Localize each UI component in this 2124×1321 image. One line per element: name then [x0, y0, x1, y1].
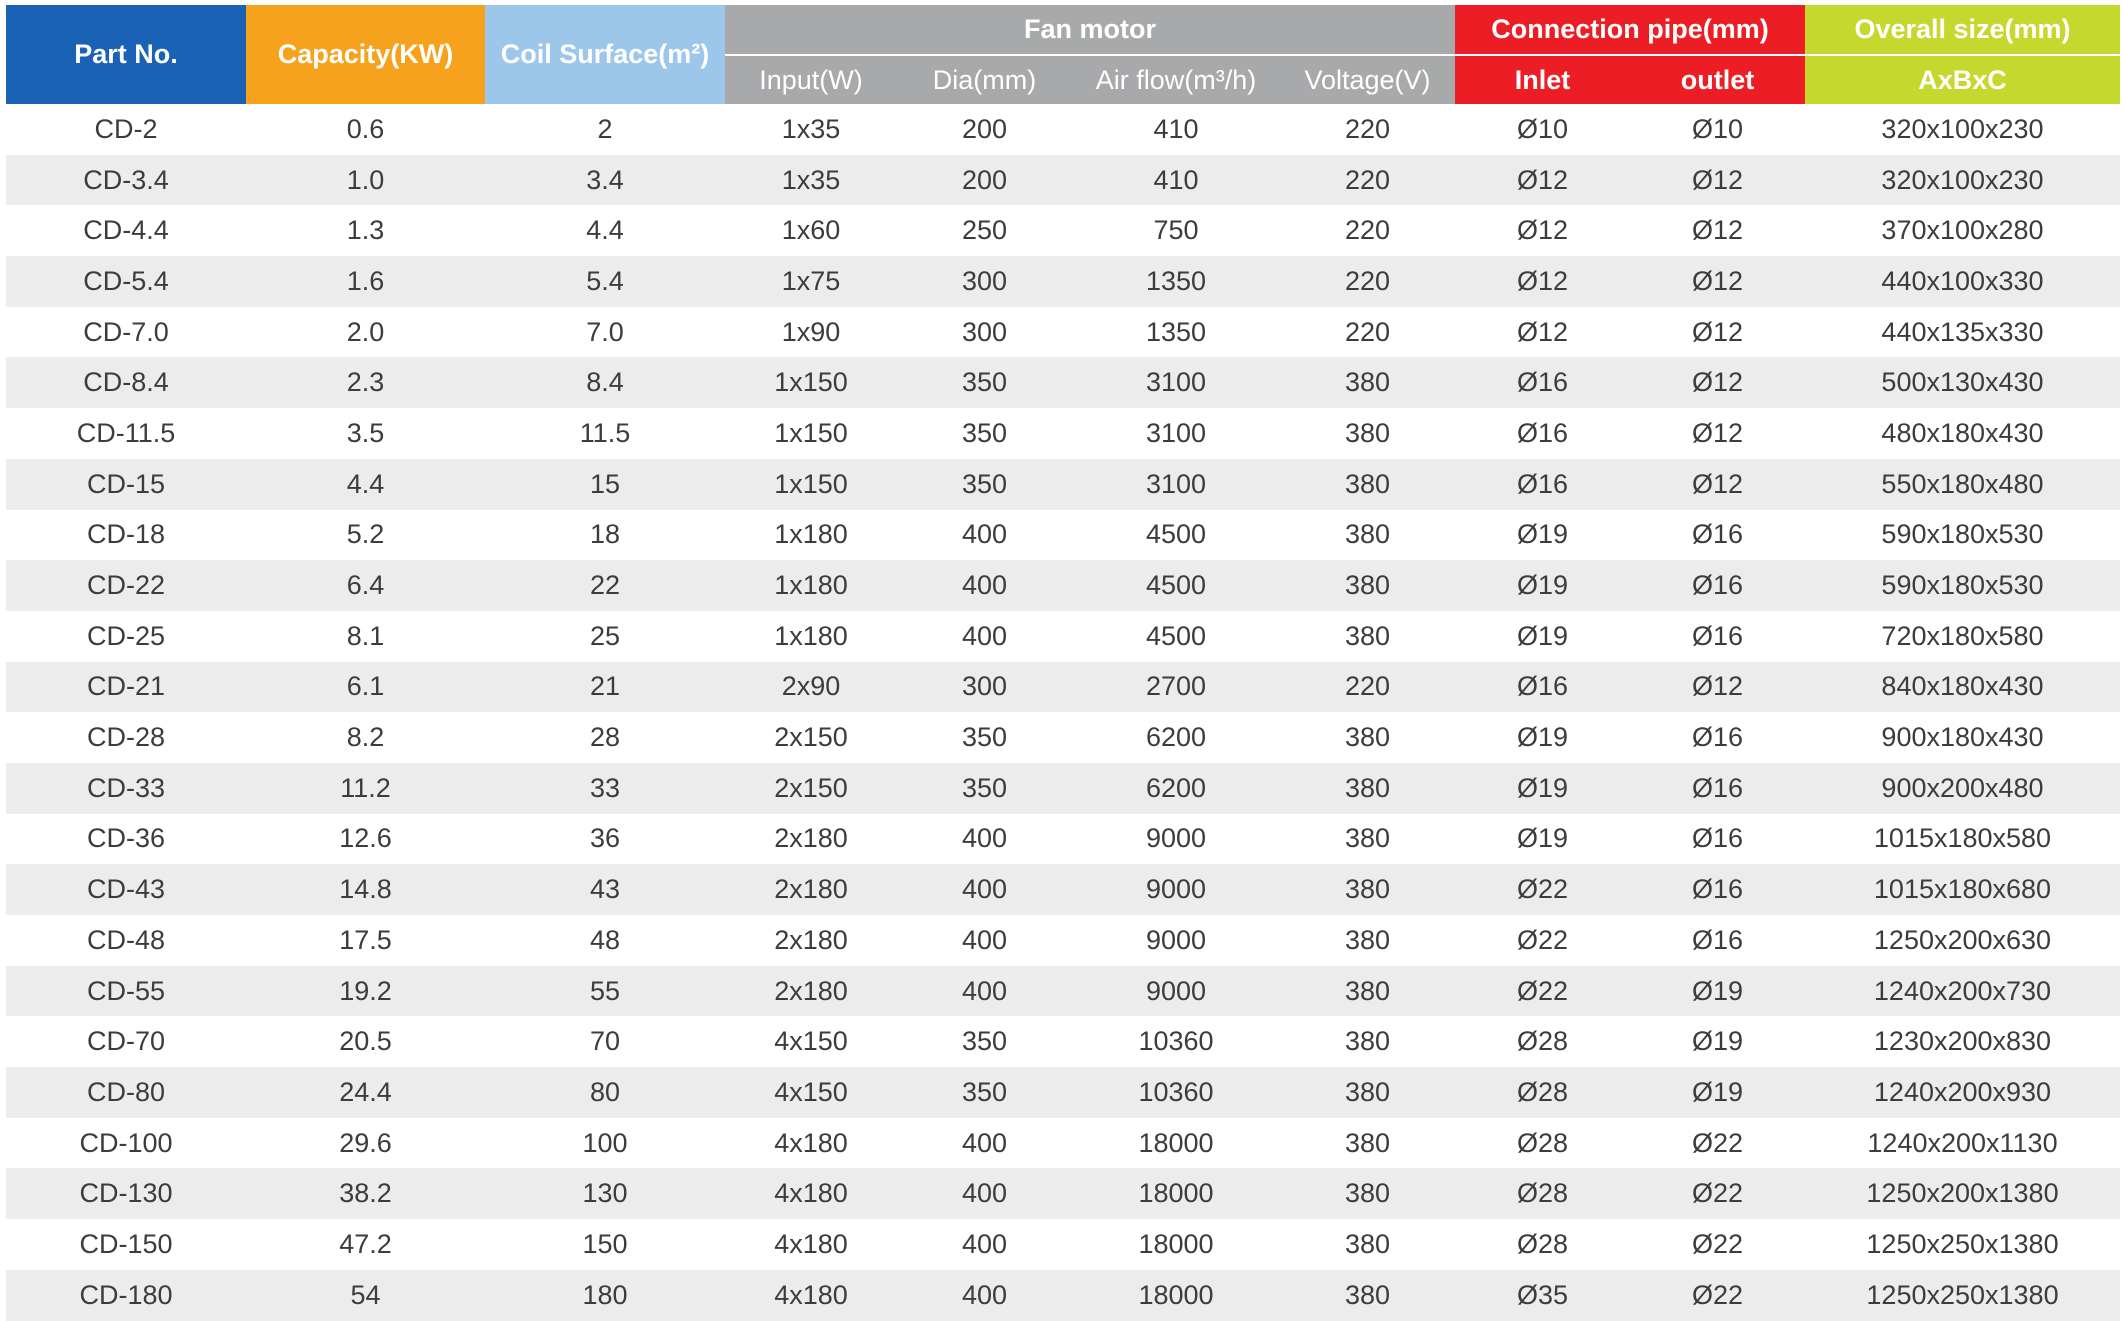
- cell-air-flow: 750: [1153, 215, 1199, 246]
- cell-voltage: 380: [1280, 1270, 1455, 1321]
- cell-inlet: Ø19: [1516, 823, 1569, 854]
- cell-air-flow: 3100: [1145, 417, 1207, 448]
- cell-outlet: Ø12: [1691, 417, 1744, 448]
- cell-dia: 250: [961, 215, 1008, 246]
- cell-input: 4x180: [725, 1270, 897, 1321]
- table-header: [6, 5, 2120, 104]
- cell-part-no: CD-43: [6, 864, 246, 915]
- cell-capacity: 38.2: [246, 1168, 485, 1219]
- table-row: [6, 510, 2120, 561]
- cell-outlet: Ø16: [1691, 924, 1744, 955]
- cell-overall-size: 590x180x530: [1881, 519, 2044, 550]
- cell-input: 1x180: [774, 519, 848, 550]
- cell-air-flow: 18000: [1138, 1127, 1214, 1158]
- cell-inlet: Ø16: [1455, 662, 1630, 713]
- cell-overall-size: 550x180x480: [1805, 459, 2120, 510]
- cell-outlet: Ø12: [1630, 662, 1805, 713]
- cell-overall-size: 1250x200x630: [1873, 924, 2052, 955]
- cell-input: 2x150: [774, 722, 848, 753]
- cell-dia: 400: [897, 560, 1072, 611]
- cell-inlet: Ø22: [1455, 966, 1630, 1017]
- header-input: Input(W): [725, 55, 897, 104]
- cell-outlet: Ø12: [1630, 256, 1805, 307]
- cell-inlet: Ø12: [1516, 316, 1569, 347]
- header-air-flow: Air flow(m³/h): [1072, 55, 1280, 104]
- cell-overall-size: 1250x250x1380: [1866, 1228, 2059, 1259]
- cell-inlet: Ø12: [1455, 256, 1630, 307]
- cell-input: 4x150: [725, 1067, 897, 1118]
- cell-part-no: CD-36: [86, 823, 166, 854]
- cell-voltage: 380: [1344, 722, 1391, 753]
- cell-dia: 350: [897, 763, 1072, 814]
- cell-capacity: 2.0: [346, 316, 385, 347]
- cell-dia: 400: [897, 1168, 1072, 1219]
- header-fan-motor: Fan motor: [725, 5, 1455, 55]
- cell-overall-size: 440x100x330: [1805, 256, 2120, 307]
- cell-capacity: 5.2: [346, 519, 385, 550]
- table-row: [6, 256, 2120, 307]
- cell-dia: 400: [897, 1270, 1072, 1321]
- cell-coil-surface: 28: [589, 722, 621, 753]
- cell-dia: 400: [961, 1127, 1008, 1158]
- cell-overall-size: 590x180x530: [1805, 560, 2120, 611]
- cell-capacity: 1.0: [246, 155, 485, 206]
- cell-coil-surface: 80: [485, 1067, 725, 1118]
- table-body: [6, 104, 2120, 1321]
- cell-outlet: Ø22: [1691, 1127, 1744, 1158]
- table-row: [6, 357, 2120, 408]
- cell-outlet: Ø12: [1691, 215, 1744, 246]
- cell-capacity: 8.1: [346, 620, 385, 651]
- cell-air-flow: 9000: [1072, 966, 1280, 1017]
- cell-inlet: Ø12: [1516, 215, 1569, 246]
- cell-inlet: Ø19: [1516, 620, 1569, 651]
- cell-voltage: 380: [1344, 924, 1391, 955]
- cell-air-flow: 410: [1072, 155, 1280, 206]
- cell-air-flow: 2700: [1072, 662, 1280, 713]
- cell-inlet: Ø22: [1516, 924, 1569, 955]
- cell-coil-surface: 5.4: [485, 256, 725, 307]
- cell-input: 4x180: [725, 1168, 897, 1219]
- cell-coil-surface: 22: [485, 560, 725, 611]
- cell-part-no: CD-48: [86, 924, 166, 955]
- cell-outlet: Ø10: [1691, 113, 1744, 144]
- header-voltage: Voltage(V): [1280, 55, 1455, 104]
- table-row: [6, 814, 2120, 865]
- cell-input: 4x180: [774, 1127, 848, 1158]
- cell-air-flow: 10360: [1072, 1067, 1280, 1118]
- cell-dia: 350: [961, 1026, 1008, 1057]
- cell-input: 1x180: [774, 620, 848, 651]
- cell-voltage: 380: [1280, 763, 1455, 814]
- cell-part-no: CD-180: [6, 1270, 246, 1321]
- cell-voltage: 380: [1280, 459, 1455, 510]
- cell-coil-surface: 25: [589, 620, 621, 651]
- cell-air-flow: 18000: [1138, 1228, 1214, 1259]
- cell-dia: 400: [961, 1228, 1008, 1259]
- cell-outlet: Ø12: [1630, 155, 1805, 206]
- cell-coil-surface: 4.4: [586, 215, 624, 246]
- cell-capacity: 24.4: [246, 1067, 485, 1118]
- cell-capacity: 8.2: [346, 722, 385, 753]
- cell-air-flow: 6200: [1145, 722, 1207, 753]
- cell-coil-surface: 18: [589, 519, 621, 550]
- cell-overall-size: 720x180x580: [1881, 620, 2044, 651]
- cell-capacity: 1.6: [246, 256, 485, 307]
- cell-input: 1x35: [781, 113, 841, 144]
- cell-air-flow: 18000: [1072, 1270, 1280, 1321]
- cell-air-flow: 9000: [1072, 864, 1280, 915]
- cell-inlet: Ø28: [1455, 1168, 1630, 1219]
- cell-coil-surface: 2: [597, 113, 613, 144]
- cell-coil-surface: 150: [582, 1228, 628, 1259]
- cell-coil-surface: 36: [589, 823, 621, 854]
- cell-overall-size: 840x180x430: [1805, 662, 2120, 713]
- cell-overall-size: 900x200x480: [1805, 763, 2120, 814]
- cell-input: 2x180: [774, 823, 848, 854]
- cell-dia: 350: [961, 417, 1008, 448]
- cell-input: 4x180: [774, 1228, 848, 1259]
- cell-inlet: Ø19: [1516, 519, 1569, 550]
- cell-capacity: 17.5: [339, 924, 392, 955]
- cell-outlet: Ø22: [1630, 1270, 1805, 1321]
- cell-part-no: CD-15: [6, 459, 246, 510]
- cell-part-no: CD-22: [6, 560, 246, 611]
- cell-capacity: 19.2: [246, 966, 485, 1017]
- header-inlet: Inlet: [1455, 55, 1630, 104]
- table-row: [6, 1270, 2120, 1321]
- cell-part-no: CD-11.5: [76, 417, 176, 448]
- table-row: [6, 763, 2120, 814]
- cell-inlet: Ø28: [1516, 1026, 1569, 1057]
- cell-outlet: Ø16: [1630, 864, 1805, 915]
- header-axbxc: AxBxC: [1805, 55, 2120, 104]
- cell-part-no: CD-28: [86, 722, 166, 753]
- header-capacity: Capacity(KW): [246, 5, 485, 104]
- cell-air-flow: 10360: [1138, 1026, 1214, 1057]
- cell-overall-size: 320x100x230: [1881, 113, 2044, 144]
- cell-voltage: 380: [1344, 519, 1391, 550]
- cell-dia: 350: [897, 459, 1072, 510]
- header-connection-pipe: Connection pipe(mm): [1455, 5, 1805, 55]
- cell-part-no: CD-7.0: [83, 316, 169, 347]
- cell-inlet: Ø19: [1516, 722, 1569, 753]
- cell-input: 1x150: [774, 417, 848, 448]
- cell-air-flow: 9000: [1145, 924, 1207, 955]
- cell-overall-size: 320x100x230: [1805, 155, 2120, 206]
- cell-coil-surface: 15: [485, 459, 725, 510]
- table-row: [6, 611, 2120, 662]
- cell-dia: 400: [961, 620, 1008, 651]
- cell-dia: 350: [897, 357, 1072, 408]
- cell-air-flow: 1350: [1145, 316, 1207, 347]
- cell-overall-size: 370x100x280: [1881, 215, 2044, 246]
- cell-inlet: Ø28: [1455, 1067, 1630, 1118]
- cell-coil-surface: 180: [485, 1270, 725, 1321]
- cell-voltage: 220: [1280, 256, 1455, 307]
- header-coil-surface: Coil Surface(m²): [485, 5, 725, 104]
- cell-outlet: Ø16: [1691, 823, 1744, 854]
- cell-overall-size: 1015x180x580: [1873, 823, 2052, 854]
- cell-inlet: Ø22: [1455, 864, 1630, 915]
- cell-outlet: Ø16: [1691, 722, 1744, 753]
- cell-capacity: 47.2: [339, 1228, 392, 1259]
- cell-dia: 300: [961, 316, 1008, 347]
- cell-coil-surface: 7.0: [586, 316, 624, 347]
- table-row: [6, 155, 2120, 206]
- cell-air-flow: 6200: [1072, 763, 1280, 814]
- cell-dia: 400: [961, 519, 1008, 550]
- cell-dia: 200: [897, 155, 1072, 206]
- cell-air-flow: 3100: [1072, 459, 1280, 510]
- cell-voltage: 380: [1280, 357, 1455, 408]
- cell-input: 2x180: [774, 924, 848, 955]
- table-row: [6, 1016, 2120, 1067]
- table-row: [6, 1168, 2120, 1219]
- cell-coil-surface: 43: [485, 864, 725, 915]
- cell-voltage: 380: [1344, 1228, 1391, 1259]
- cell-part-no: CD-18: [86, 519, 166, 550]
- cell-inlet: Ø10: [1516, 113, 1569, 144]
- cell-capacity: 4.4: [246, 459, 485, 510]
- cell-overall-size: 440x135x330: [1881, 316, 2044, 347]
- cell-dia: 350: [897, 1067, 1072, 1118]
- table-row: [6, 966, 2120, 1017]
- cell-outlet: Ø22: [1691, 1228, 1744, 1259]
- cell-voltage: 380: [1280, 560, 1455, 611]
- cell-capacity: 2.3: [246, 357, 485, 408]
- cell-inlet: Ø28: [1516, 1228, 1569, 1259]
- cell-coil-surface: 8.4: [485, 357, 725, 408]
- cell-voltage: 380: [1344, 1127, 1391, 1158]
- cell-capacity: 11.2: [246, 763, 485, 814]
- cell-outlet: Ø16: [1691, 620, 1744, 651]
- cell-voltage: 380: [1344, 417, 1391, 448]
- cell-dia: 350: [961, 722, 1008, 753]
- cell-outlet: Ø12: [1691, 316, 1744, 347]
- table-row: [6, 205, 2120, 256]
- cell-capacity: 1.3: [346, 215, 385, 246]
- cell-inlet: Ø19: [1455, 763, 1630, 814]
- header-overall-size: Overall size(mm): [1805, 5, 2120, 55]
- cell-overall-size: 1250x200x1380: [1805, 1168, 2120, 1219]
- cell-dia: 400: [961, 924, 1008, 955]
- cell-input: 1x150: [725, 357, 897, 408]
- cell-outlet: Ø16: [1691, 519, 1744, 550]
- cell-overall-size: 1240x200x930: [1805, 1067, 2120, 1118]
- cell-coil-surface: 11.5: [579, 417, 631, 448]
- cell-part-no: CD-5.4: [6, 256, 246, 307]
- cell-overall-size: 1250x250x1380: [1805, 1270, 2120, 1321]
- cell-coil-surface: 3.4: [485, 155, 725, 206]
- cell-voltage: 380: [1344, 1026, 1391, 1057]
- table-row: [6, 1118, 2120, 1169]
- cell-inlet: Ø16: [1455, 357, 1630, 408]
- cell-part-no: CD-70: [86, 1026, 166, 1057]
- cell-overall-size: 500x130x430: [1805, 357, 2120, 408]
- cell-overall-size: 1230x200x830: [1873, 1026, 2052, 1057]
- cell-coil-surface: 33: [485, 763, 725, 814]
- header-outlet: outlet: [1630, 55, 1805, 104]
- cell-inlet: Ø19: [1455, 560, 1630, 611]
- cell-dia: 400: [897, 864, 1072, 915]
- cell-part-no: CD-4.4: [83, 215, 169, 246]
- cell-capacity: 54: [246, 1270, 485, 1321]
- cell-part-no: CD-80: [6, 1067, 246, 1118]
- cell-voltage: 380: [1280, 864, 1455, 915]
- cell-outlet: Ø16: [1630, 560, 1805, 611]
- cell-capacity: 29.6: [339, 1127, 392, 1158]
- cell-outlet: Ø22: [1630, 1168, 1805, 1219]
- cell-voltage: 220: [1344, 215, 1391, 246]
- cell-capacity: 0.6: [346, 113, 385, 144]
- cell-overall-size: 480x180x430: [1881, 417, 2044, 448]
- cell-capacity: 6.1: [246, 662, 485, 713]
- cell-input: 2x180: [725, 864, 897, 915]
- cell-input: 1x75: [725, 256, 897, 307]
- cell-air-flow: 4500: [1145, 519, 1207, 550]
- cell-inlet: Ø28: [1516, 1127, 1569, 1158]
- cell-outlet: Ø19: [1691, 1026, 1744, 1057]
- table-row: [6, 1219, 2120, 1270]
- cell-voltage: 220: [1280, 155, 1455, 206]
- cell-capacity: 3.5: [346, 417, 385, 448]
- cell-voltage: 380: [1344, 823, 1391, 854]
- cell-part-no: CD-3.4: [6, 155, 246, 206]
- cell-input: 2x180: [725, 966, 897, 1017]
- cell-outlet: Ø16: [1630, 763, 1805, 814]
- cell-outlet: Ø19: [1630, 1067, 1805, 1118]
- cell-air-flow: 410: [1153, 113, 1199, 144]
- cell-input: 4x150: [774, 1026, 848, 1057]
- cell-capacity: 12.6: [339, 823, 392, 854]
- cell-part-no: CD-130: [6, 1168, 246, 1219]
- cell-capacity: 6.4: [246, 560, 485, 611]
- cell-voltage: 220: [1280, 662, 1455, 713]
- cell-dia: 400: [961, 823, 1008, 854]
- table-row: [6, 104, 2120, 155]
- cell-coil-surface: 55: [485, 966, 725, 1017]
- cell-voltage: 380: [1280, 1067, 1455, 1118]
- cell-input: 1x180: [725, 560, 897, 611]
- cell-air-flow: 1350: [1072, 256, 1280, 307]
- cell-dia: 200: [961, 113, 1008, 144]
- cell-dia: 300: [897, 256, 1072, 307]
- header-part-no: Part No.: [6, 5, 246, 104]
- cell-outlet: Ø12: [1630, 357, 1805, 408]
- cell-air-flow: 18000: [1072, 1168, 1280, 1219]
- table-row: [6, 1067, 2120, 1118]
- spec-table-wrapper: [6, 5, 2120, 1321]
- cell-voltage: 380: [1280, 966, 1455, 1017]
- cell-part-no: CD-2: [94, 113, 158, 144]
- table-row: [6, 408, 2120, 459]
- cell-inlet: Ø35: [1455, 1270, 1630, 1321]
- cell-input: 1x60: [781, 215, 841, 246]
- cell-inlet: Ø12: [1455, 155, 1630, 206]
- cell-coil-surface: 48: [589, 924, 621, 955]
- cell-overall-size: 1240x200x1130: [1867, 1127, 2058, 1158]
- cell-overall-size: 900x180x430: [1881, 722, 2044, 753]
- cell-coil-surface: 130: [485, 1168, 725, 1219]
- cell-part-no: CD-55: [6, 966, 246, 1017]
- table-row: [6, 662, 2120, 713]
- cell-part-no: CD-21: [6, 662, 246, 713]
- cell-air-flow: 9000: [1145, 823, 1207, 854]
- spec-table: [6, 5, 2120, 1321]
- cell-part-no: CD-33: [6, 763, 246, 814]
- cell-capacity: 14.8: [246, 864, 485, 915]
- cell-air-flow: 4500: [1145, 620, 1207, 651]
- cell-outlet: Ø12: [1630, 459, 1805, 510]
- cell-input: 2x150: [725, 763, 897, 814]
- cell-input: 1x35: [725, 155, 897, 206]
- cell-dia: 400: [897, 966, 1072, 1017]
- cell-voltage: 220: [1344, 113, 1391, 144]
- cell-inlet: Ø16: [1516, 417, 1569, 448]
- cell-input: 1x90: [781, 316, 841, 347]
- cell-coil-surface: 100: [582, 1127, 628, 1158]
- cell-air-flow: 3100: [1072, 357, 1280, 408]
- cell-voltage: 380: [1280, 1168, 1455, 1219]
- cell-overall-size: 1015x180x680: [1805, 864, 2120, 915]
- cell-coil-surface: 70: [589, 1026, 621, 1057]
- table-row: [6, 915, 2120, 966]
- table-row: [6, 712, 2120, 763]
- cell-part-no: CD-100: [79, 1127, 173, 1158]
- table-row: [6, 307, 2120, 358]
- cell-input: 2x90: [725, 662, 897, 713]
- cell-input: 1x150: [725, 459, 897, 510]
- cell-voltage: 380: [1344, 620, 1391, 651]
- cell-overall-size: 1240x200x730: [1805, 966, 2120, 1017]
- cell-dia: 300: [897, 662, 1072, 713]
- table-row: [6, 459, 2120, 510]
- cell-air-flow: 4500: [1072, 560, 1280, 611]
- cell-part-no: CD-150: [79, 1228, 173, 1259]
- table-row: [6, 560, 2120, 611]
- cell-part-no: CD-25: [86, 620, 166, 651]
- header-dia: Dia(mm): [897, 55, 1072, 104]
- cell-capacity: 20.5: [339, 1026, 392, 1057]
- cell-part-no: CD-8.4: [6, 357, 246, 408]
- cell-outlet: Ø19: [1630, 966, 1805, 1017]
- cell-coil-surface: 21: [485, 662, 725, 713]
- table-row: [6, 864, 2120, 915]
- cell-inlet: Ø16: [1455, 459, 1630, 510]
- cell-voltage: 220: [1344, 316, 1391, 347]
